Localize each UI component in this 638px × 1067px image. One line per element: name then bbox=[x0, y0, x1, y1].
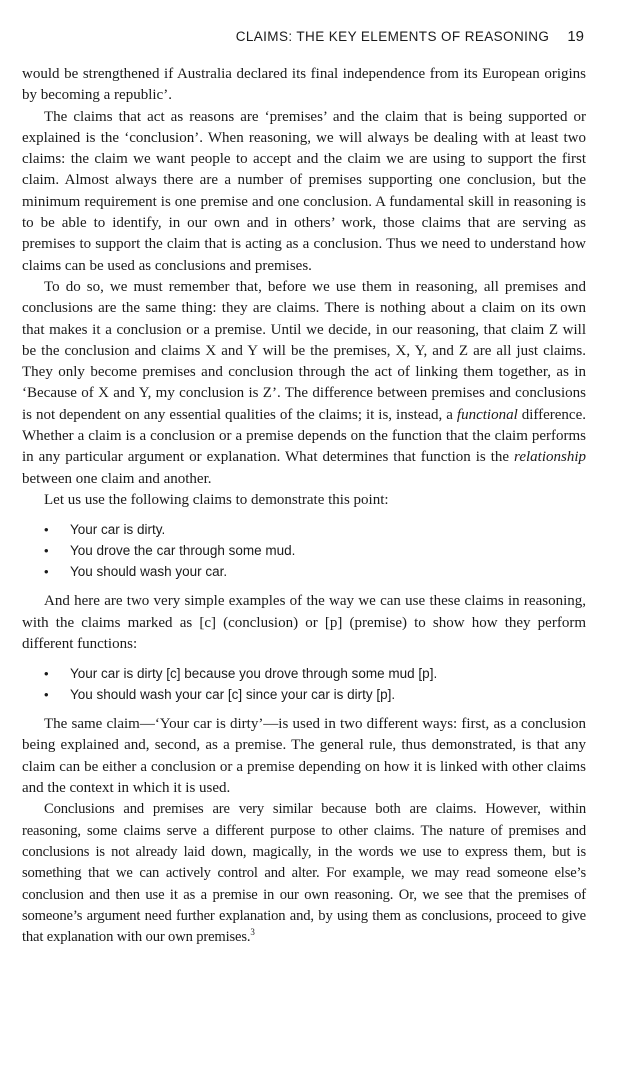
paragraph-demonstration-intro: Let us use the following claims to demonstrate this point: bbox=[44, 491, 389, 508]
bullet-icon: • bbox=[44, 687, 49, 703]
paragraph-text: difference. Whether a claim is a conclusion or a premise depends on the function that the claim performs in any particular argument or explanation. What determines that function is the bbox=[22, 406, 587, 466]
footnote-marker: 3 bbox=[250, 927, 255, 938]
body-text bbox=[22, 64, 586, 948]
running-header bbox=[22, 28, 584, 48]
bullet-icon: • bbox=[44, 543, 49, 559]
bullet-icon: • bbox=[44, 666, 49, 682]
paragraph-continuation: would be strengthened if Australia declared its final independence from its European origins by becoming a republic’. bbox=[22, 66, 586, 104]
paragraph-conclusions-premises bbox=[22, 799, 586, 948]
list-item-text: Your car is dirty [c] because you drove through some mud [p]. bbox=[70, 666, 438, 682]
book-page bbox=[22, 28, 586, 948]
claims-list bbox=[22, 519, 586, 582]
list-item bbox=[22, 561, 586, 582]
list-item-text: You should wash your car. bbox=[70, 564, 228, 580]
emphasis-relationship: relationship bbox=[514, 449, 586, 466]
list-item bbox=[22, 663, 586, 684]
list-item-text: You should wash your car [c] since your car is dirty [p]. bbox=[70, 687, 396, 703]
list-item bbox=[22, 684, 586, 705]
paragraph-functional-difference bbox=[22, 277, 586, 490]
paragraph-text: To do so, we must remember that, before we use them in reasoning, all premises and conclusions are the same thing: they are claims. There is nothing about a claim on its own that makes it a conclusion or a premise. Until we decide, in our reasoning, that claim Z will be the conclusion and claims X and Y will be the premises, X, Y, and Z are all just claims. They only become premises and conclusion through the act of linking them together, as in ‘Because of X and Y, my conclusion is Z’. The difference between premises and conclusions is not dependent on any essential qualities of the claims; it is, instead, a bbox=[22, 278, 586, 423]
running-title: CLAIMS: THE KEY ELEMENTS OF REASONING bbox=[235, 29, 550, 44]
list-item-text: You drove the car through some mud. bbox=[70, 543, 296, 559]
paragraph-examples-intro: And here are two very simple examples of the way we can use these claims in reasoning, with the claims marked as [c] (conclusion) or [p] (premise) to show how they perform different functions: bbox=[22, 593, 586, 652]
list-item bbox=[22, 540, 586, 561]
bullet-icon: • bbox=[44, 522, 49, 538]
emphasis-functional: functional bbox=[456, 406, 518, 423]
paragraph-text: Conclusions and premises are very similar because both are claims. However, within reasoning, some claims serve a different purpose to other claims. The nature of premises and conclusions is not already laid down, magically, in the words we use to express them, but is something that we can actively control and alter. For example, we may read someone else’s conclusion and then use it as a premise in our own reasoning. Or, we see that the premises of someone’s argument need further explanation and, by using them as conclusions, proceed to give that explanation with our own premises. bbox=[22, 801, 586, 946]
page-number: 19 bbox=[567, 28, 584, 45]
examples-list bbox=[22, 663, 586, 705]
bullet-icon: • bbox=[44, 564, 49, 580]
list-item-text: Your car is dirty. bbox=[70, 522, 166, 538]
paragraph-text: between one claim and another. bbox=[22, 470, 212, 487]
paragraph-same-claim: The same claim—‘Your car is dirty’—is used in two different ways: first, as a conclusion being explained and, second, as a premise. The general rule, thus demonstrated, is that any claim can be either a conclusion or a premise depending on how it is linked with other claims and the context in which it is used. bbox=[22, 716, 586, 797]
list-item bbox=[22, 519, 586, 540]
paragraph-premises-conclusion: The claims that act as reasons are ‘premises’ and the claim that is being supported or explained is the ‘conclusion’. When reasoning, we will always be dealing with at least two claims: the claim we want people to accept and the claim we are using to support the first claim. Almost always there are a number of premises supporting one conclusion, but the minimum requirement is one premise and one conclusion. A fundamental skill in reasoning is to be able to identify, in our own and in others’ work, those claims that are serving as premises to support the claim that is acting as a conclusion. Thus we need to understand how claims can be used as conclusions and premises. bbox=[22, 108, 586, 274]
